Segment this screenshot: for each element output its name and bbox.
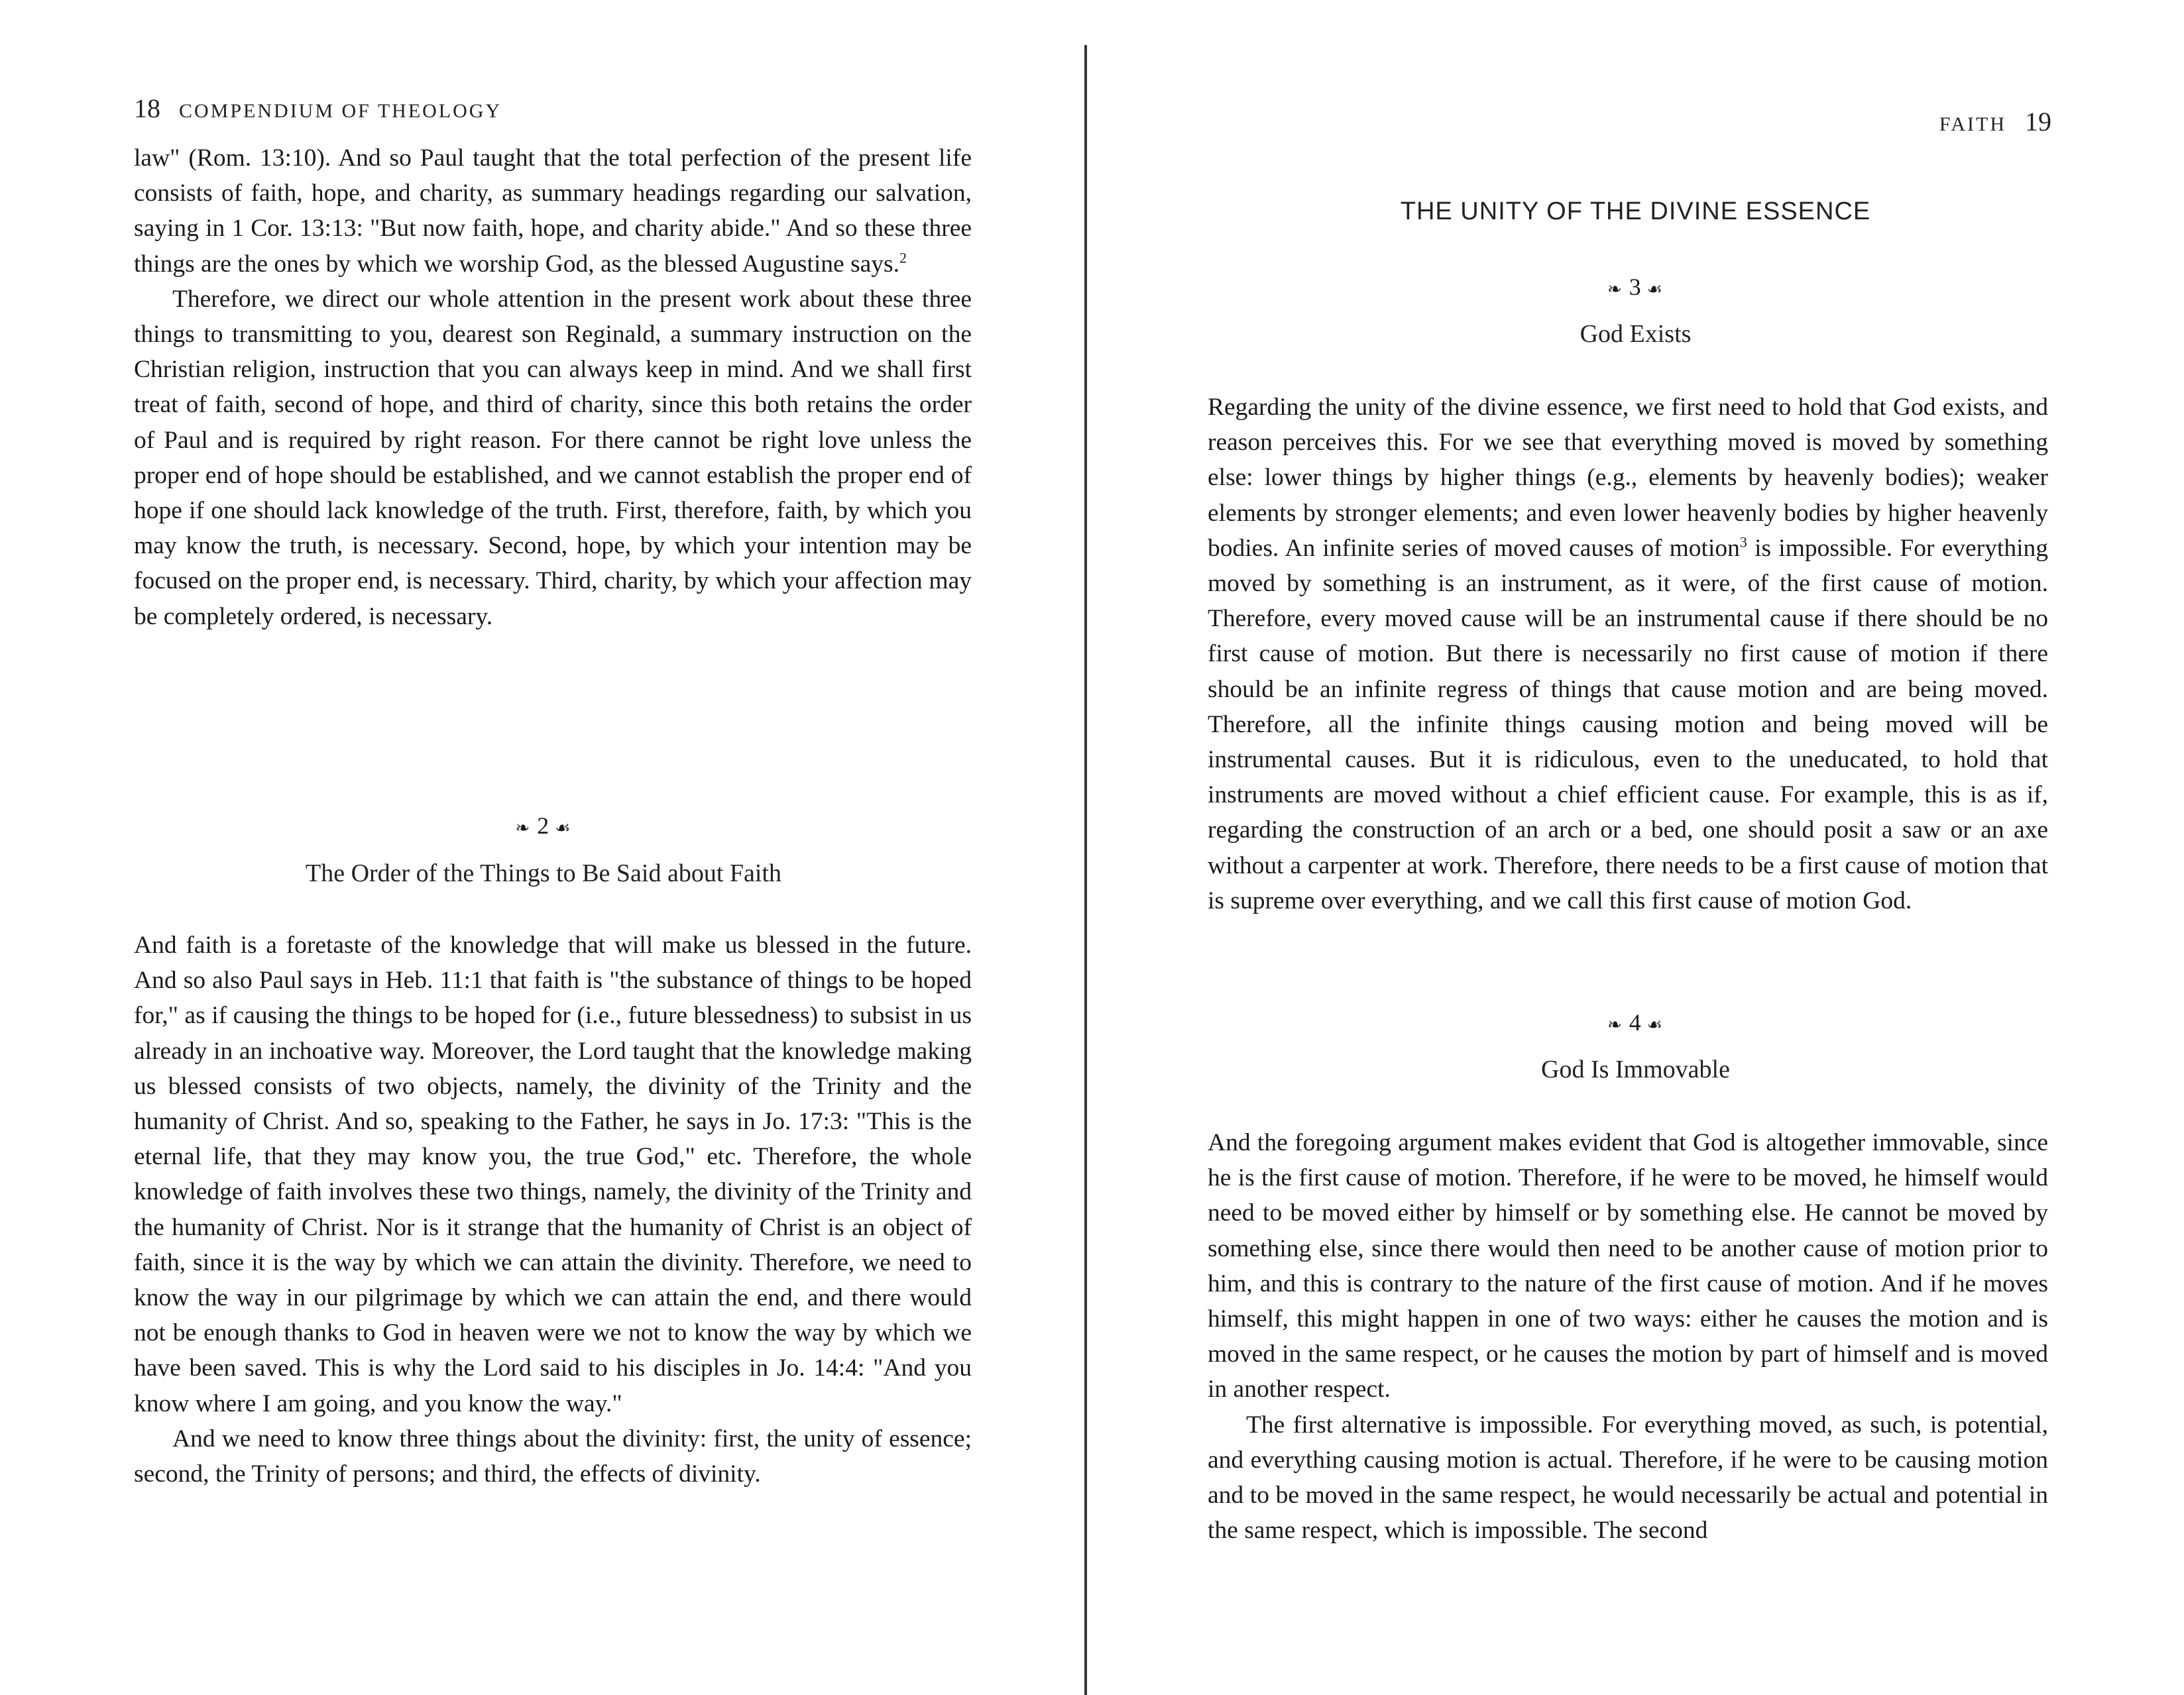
paragraph: The first alternative is impossible. For everything moved, as such, is potential, and everything causing motion is actual. Therefore, if he were to be causing motion and to be moved in the same respect, he would necessarily be actual and potential in the same respect, which is impossible. The second	[1208, 1411, 2048, 1545]
left-page-number: 18	[134, 93, 160, 123]
right-page-number: 19	[2025, 107, 2051, 137]
right-running-title: FAITH	[1939, 113, 2006, 135]
paragraph: Regarding the unity of the divine essence, we first need to hold that God exists, and reason perceives this. For we see that everything moved is moved by something else: lower things by higher things (e.g., elements by heavenly bodies); weaker elements by stronger elements; and even lower heavenly bodies by higher heavenly bodies. An infinite series of moved causes of motion$^3$ is impossible. For everything moved by something is an instrument, as it were, of the first cause of motion. Therefore, every moved cause will be an instrumental cause if there should be no first cause of motion. But there is necessarily no first cause of motion if there should be an infinite regress of things that cause motion and are being moved. Therefore, all the infinite things causing motion and being moved will be instrumental causes. But it is ridiculous, even to the uneducated, to hold that instruments are moved without a chief efficient cause. For example, this is as if, regarding the construction of an arch or a bed, one should posit a saw or an axe without a carpenter at work. Therefore, there needs to be a first cause of motion that is supreme over everything, and we call this first cause of motion God.	[1208, 394, 2048, 914]
paragraph: And the foregoing argument makes evident that God is altogether immovable, since he is the first cause of motion. Therefore, if he were to be moved, he himself would need to be moved either by himself or by something else. He cannot be moved by something else, since there would then need to be another cause of motion prior to him, and this is contrary to the nature of the first cause of motion. And if he moves himself, this might happen in one of two ways: either he causes the motion and is moved in the same respect, or he causes the motion by part of himself and is moved in another respect.	[1208, 1129, 2048, 1403]
fleuron-right-icon: ☙	[555, 818, 572, 838]
left-text-section-2	[134, 928, 972, 1492]
left-running-title: COMPENDIUM OF THEOLOGY	[179, 100, 502, 122]
right-text-section-3	[1208, 390, 2048, 918]
section-4-number: 4	[1629, 1009, 1641, 1036]
section-4-ornament	[1087, 1009, 2184, 1036]
fleuron-left-icon: ❧	[1607, 280, 1623, 299]
fleuron-right-icon: ☙	[1646, 280, 1664, 299]
left-running-head	[134, 93, 502, 124]
fleuron-right-icon: ☙	[1646, 1015, 1664, 1034]
fleuron-left-icon: ❧	[1607, 1015, 1623, 1034]
right-text-section-4	[1208, 1125, 2048, 1548]
right-running-head	[1939, 106, 2051, 137]
paragraph: Therefore, we direct our whole attention in the present work about these three things to transmitting to you, dearest son Reginald, a summary instruction on the Christian religion, instruction that you can always keep in mind. And we shall first treat of faith, second of hope, and third of charity, since this both retains the order of Paul and is required by right reason. For there cannot be right love unless the proper end of hope should be established, and we cannot establish the proper end of hope if one should lack knowledge of the truth. First, therefore, faith, by which you may know the truth, is necessary. Second, hope, by which your intention may be focused on the proper end, is necessary. Third, charity, by which your affection may be completely ordered, is necessary.	[134, 285, 972, 630]
paragraph: law" (Rom. 13:10). And so Paul taught that the total perfection of the present life consists of faith, hope, and charity, as summary headings regarding our salvation, saying in 1 Cor. 13:13: "But now faith, hope, and charity abide." And so these three things are the ones by which we worship God, as the blessed Augustine says.$^2$	[134, 144, 972, 278]
left-text-top	[134, 140, 972, 634]
section-2-title: The Order of the Things to Be Said about Faith	[305, 859, 781, 887]
section-4-title: God Is Immovable	[1541, 1056, 1730, 1083]
paragraph: And faith is a foretaste of the knowledge that will make us blessed in the future. And so also Paul says in Heb. 11:1 that faith is "the substance of things to be hoped for," as if causing the things to be hoped for (i.e., future blessedness) to subsist in us already in an inchoative way. Moreover, the Lord taught that the knowledge making us blessed consists of two objects, namely, the divinity of the Trinity and the humanity of Christ. And so, speaking to the Father, he says in Jo. 17:3: "This is the eternal life, that they may know you, the true God," etc. Therefore, the whole knowledge of faith involves these two things, namely, the divinity of the Trinity and the humanity of Christ. Nor is it strange that the humanity of Christ is an object of faith, since it is the way by which we can attain the divinity. Therefore, we need to know the way in our pilgrimage by which we can attain the end, and there would not be enough thanks to God in heaven were we not to know the way by which we have been saved. This is why the Lord said to his disciples in Jo. 14:4: "And you know where I am going, and you know the way."	[134, 932, 972, 1417]
major-heading: THE UNITY OF THE DIVINE ESSENCE	[1400, 197, 1871, 225]
section-3-ornament	[1087, 273, 2184, 301]
left-page	[0, 0, 1087, 1688]
fleuron-left-icon: ❧	[515, 818, 532, 838]
footnote-marker: 2	[899, 249, 907, 266]
section-3-title: God Exists	[1580, 320, 1692, 348]
footnote-marker: 3	[1739, 533, 1747, 551]
section-2-number: 2	[537, 812, 549, 839]
right-page	[1087, 0, 2184, 1688]
paragraph: And we need to know three things about the divinity: first, the unity of essence; second, the Trinity of persons; and third, the effects of divinity.	[134, 1425, 972, 1488]
section-2-ornament	[0, 812, 1087, 840]
section-3-number: 3	[1629, 274, 1641, 300]
